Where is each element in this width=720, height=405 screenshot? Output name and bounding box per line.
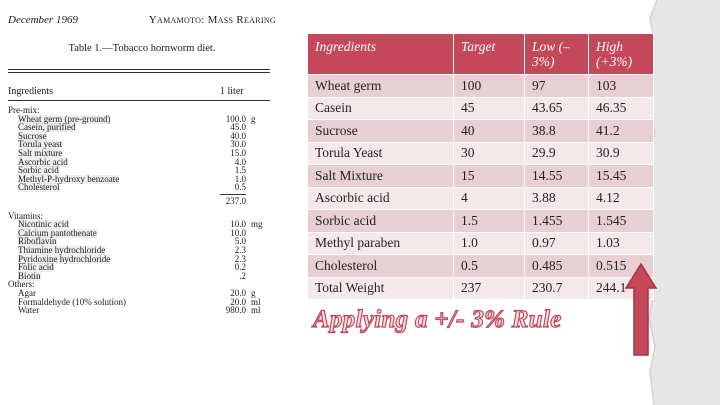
high-cell: 244.1: [589, 277, 654, 300]
scan-ingredient-name: Folic acid: [18, 262, 54, 273]
scan-ingredient-name: Ascorbic acid: [18, 156, 68, 167]
table-row: [308, 187, 654, 210]
scan-ingredient-value: 5.0: [234, 236, 246, 247]
scan-top-rule-double: [8, 72, 270, 73]
scan-col-ingredients: Ingredients: [8, 86, 53, 97]
scan-row-premix: [8, 183, 270, 192]
high-cell: 0.515: [589, 255, 654, 278]
table-row: [308, 277, 654, 300]
scan-ingredient-value: 30.0: [230, 139, 246, 150]
ingredient-cell: Wheat germ: [308, 75, 454, 98]
scan-ingredient-name: Methyl-P-hydroxy benzoate: [18, 173, 120, 184]
scan-subtotal-rule: [220, 194, 246, 195]
scan-ingredient-name: Water: [18, 305, 40, 316]
table-row: [308, 210, 654, 233]
scan-ingredient-name: Cholesterol: [18, 182, 60, 193]
low-cell: 14.55: [525, 165, 589, 188]
scan-ingredient-value: 4.0: [234, 156, 246, 167]
scan-ingredient-value: 40.0: [230, 130, 246, 141]
scan-header-rule: [8, 100, 270, 101]
scan-ingredient-value: .2: [239, 270, 246, 281]
scan-ingredient-unit: ml: [251, 305, 261, 316]
high-cell: 1.03: [589, 232, 654, 255]
scan-ingredient-name: Wheat germ (pre-ground): [18, 113, 111, 124]
ingredient-cell: Sucrose: [308, 120, 454, 143]
col-low: Low (–3%): [525, 34, 589, 75]
col-target: Target: [454, 34, 525, 75]
scan-vitamins-label-text: Vitamins:: [8, 210, 43, 221]
table-header-row: [308, 34, 654, 75]
target-cell: 15: [454, 165, 525, 188]
low-cell: 29.9: [525, 142, 589, 165]
target-cell: 0.5: [454, 255, 525, 278]
scan-ingredient-name: Sucrose: [18, 130, 47, 141]
ingredient-cell: Sorbic acid: [308, 210, 454, 233]
ingredient-cell: Ascorbic acid: [308, 187, 454, 210]
low-cell: 43.65: [525, 97, 589, 120]
scan-ingredient-name: Riboflavin: [18, 236, 57, 247]
low-cell: 1.455: [525, 210, 589, 233]
target-cell: 40: [454, 120, 525, 143]
low-cell: 0.485: [525, 255, 589, 278]
low-cell: 3.88: [525, 187, 589, 210]
scan-ingredient-name: Thiamine hydrochloride: [18, 245, 106, 255]
high-cell: 30.9: [589, 142, 654, 165]
table-row: [308, 75, 654, 98]
low-cell: 38.8: [525, 120, 589, 143]
scan-ingredient-value: 20.0: [230, 296, 246, 307]
table-row: [308, 255, 654, 278]
scan-ingredient-value: 1.5: [234, 165, 246, 176]
scan-ingredient-name: Casein, purified: [18, 122, 76, 133]
scan-ingredient-name: Sorbic acid: [18, 165, 59, 176]
up-arrow-icon: [624, 262, 658, 358]
scan-ingredient-unit: mg: [251, 219, 263, 230]
scan-premix-label-text: Pre-mix:: [8, 105, 40, 115]
scan-table-title: Table 1.—Tobacco hornworm diet.: [68, 43, 216, 54]
ingredient-cell: Cholesterol: [308, 255, 454, 278]
scan-ingredient-name: Pyridoxine hydrochloride: [18, 253, 111, 264]
high-cell: 1.545: [589, 210, 654, 233]
high-cell: 15.45: [589, 165, 654, 188]
scan-ingredient-value: 10.0: [230, 219, 246, 230]
scan-ingredient-value: 15.0: [230, 148, 246, 158]
scan-ingredient-name: Nicotinic acid: [18, 219, 69, 230]
scan-ingredient-name: Agar: [18, 288, 36, 298]
table-row: [308, 97, 654, 120]
ingredient-cell: Casein: [308, 97, 454, 120]
high-cell: 4.12: [589, 187, 654, 210]
target-cell: 100: [454, 75, 525, 98]
scan-ingredient-name: Biotin: [18, 270, 41, 281]
col-ingredients: Ingredients: [308, 34, 454, 75]
scan-ingredient-value: 980.0: [225, 305, 246, 316]
scan-ingredient-name: Calcium pantothenate: [18, 227, 97, 238]
scan-ingredient-value: 2.3: [234, 245, 246, 255]
scanned-diet-table: [8, 14, 276, 324]
scan-ingredient-name: Salt mixture: [18, 148, 63, 158]
target-cell: 30: [454, 142, 525, 165]
low-cell: 97: [525, 75, 589, 98]
scan-premix-total: [8, 197, 270, 206]
high-cell: 46.35: [589, 97, 654, 120]
target-cell: 1.0: [454, 232, 525, 255]
scan-ingredient-value: 0.5: [234, 182, 246, 193]
scan-top-rule: [8, 69, 270, 70]
scan-ingredient-value: 1.0: [234, 173, 246, 184]
scan-header-date: December 1969: [8, 14, 78, 26]
table-row: [308, 120, 654, 143]
ingredient-cell: Torula Yeast: [308, 142, 454, 165]
scan-col-amount: 1 liter: [220, 86, 244, 97]
rule-callout: Applying a +/- 3% Rule: [313, 306, 562, 333]
col-high: High (+3%): [589, 34, 654, 75]
table-row: [308, 142, 654, 165]
scan-ingredient-value: 100.0: [225, 113, 246, 124]
low-cell: 0.97: [525, 232, 589, 255]
scan-ingredient-value: 0.2: [234, 262, 246, 273]
target-cell: 237: [454, 277, 525, 300]
scan-ingredient-unit: ml: [251, 296, 261, 307]
scan-premix-total-value: 237.0: [225, 196, 246, 206]
high-cell: 41.2: [589, 120, 654, 143]
target-cell: 4: [454, 187, 525, 210]
ingredient-cell: Salt Mixture: [308, 165, 454, 188]
table-row: [308, 165, 654, 188]
scan-ingredient-unit: g: [251, 113, 256, 124]
scan-header-journal: Yamamoto: Mass Rearing: [148, 14, 276, 26]
ingredient-cell: Total Weight: [308, 277, 454, 300]
target-cell: 1.5: [454, 210, 525, 233]
scan-ingredient-unit: g: [251, 288, 256, 298]
target-cell: 45: [454, 97, 525, 120]
scan-ingredient-value: 10.0: [230, 227, 246, 238]
low-cell: 230.7: [525, 277, 589, 300]
table-row: [308, 232, 654, 255]
scan-ingredient-value: 45.0: [230, 122, 246, 133]
scan-ingredient-value: 20.0: [230, 288, 246, 298]
ingredient-cell: Methyl paraben: [308, 232, 454, 255]
high-cell: 103: [589, 75, 654, 98]
scan-others-label-text: Others:: [8, 279, 35, 290]
scan-row-other: [8, 306, 270, 315]
scan-ingredient-name: Formaldehyde (10% solution): [18, 296, 126, 307]
diet-tolerance-table: [307, 33, 654, 300]
scan-ingredient-value: 2.3: [234, 253, 246, 264]
scan-ingredient-name: Torula yeast: [18, 139, 63, 150]
